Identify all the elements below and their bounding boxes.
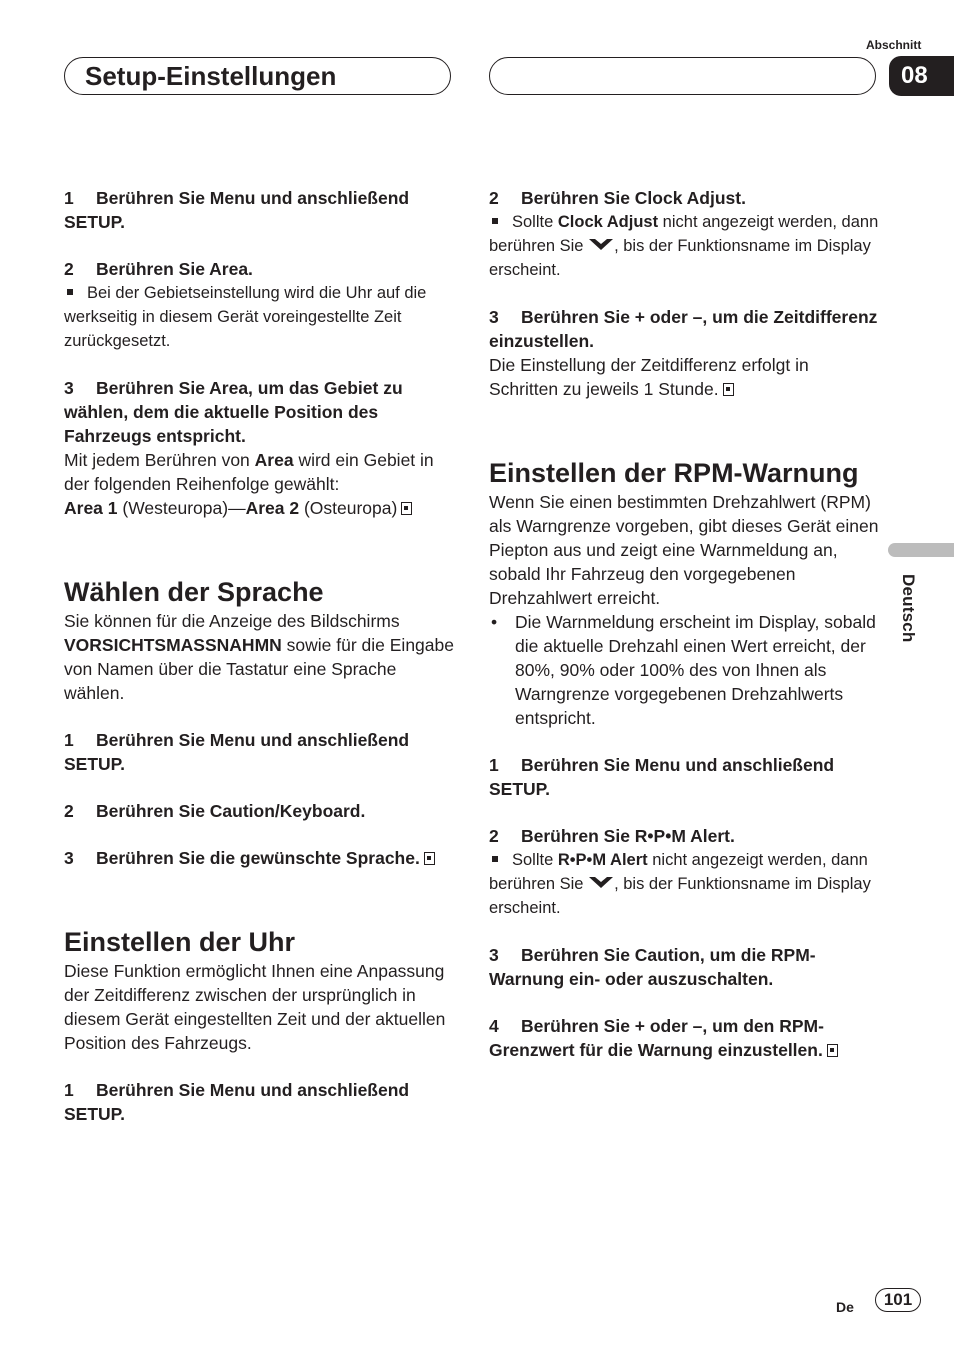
sprache-intro: Sie können für die Anzeige des Bildschirms VORSICHTSMASSNAHMN sowie für die Eingabe von Namen über die Tastatur eine Sprache wählen. bbox=[64, 611, 454, 703]
section-label: Abschnitt bbox=[866, 38, 922, 52]
page-number: 101 bbox=[875, 1288, 921, 1312]
header-title-pill bbox=[64, 57, 451, 95]
step-uhr-1: 1 Berühren Sie Menu und anschließend SETUP. bbox=[64, 1080, 410, 1124]
rpm-intro: Wenn Sie einen bestimmten Drehzahlwert (RPM) als Warngrenze vorgeben, gibt dieses Gerät einen Piepton aus und zeigt eine Warnmeldung an, sobald Ihr Fahrzeug den vorgegebenen Drehzahlwert erreicht. bbox=[489, 492, 879, 608]
square-bullet-icon bbox=[67, 289, 73, 295]
footer-language-code: De bbox=[836, 1299, 854, 1315]
note-area-reset: Bei der Gebietseinstellung wird die Uhr auf die werkseitig in diesem Gerät voreingestellte Zeit zurückgesetzt. bbox=[64, 284, 427, 350]
step-sprache-3: 3 Berühren Sie die gewünschte Sprache. bbox=[64, 846, 454, 870]
end-of-section-icon bbox=[827, 1044, 838, 1057]
step-uhr-3: 3 Berühren Sie + oder –, um die Zeitdifferenz einzustellen. bbox=[489, 307, 878, 351]
step-area-2: 2 Berühren Sie Area. bbox=[64, 259, 253, 279]
step-area-1: 1 Berühren Sie Menu und anschließend SETUP. bbox=[64, 188, 410, 232]
header-right-pill bbox=[489, 57, 876, 95]
step-rpm-3: 3 Berühren Sie Caution, um die RPM-Warnung ein- oder auszuschalten. bbox=[489, 945, 816, 989]
chevron-down-icon bbox=[588, 238, 614, 252]
rpm-bullet: • Die Warnmeldung erscheint im Display, sobald die aktuelle Drehzahl einen Wert erreicht, der 80%, 90% oder 100% des von Ihnen als Warngrenze vorgegebenen Drehzahlwerts entspricht. bbox=[491, 612, 876, 728]
heading-uhr: Einstellen der Uhr bbox=[64, 927, 296, 957]
side-language-tab bbox=[888, 543, 954, 557]
section-number-badge: 08 bbox=[889, 56, 954, 96]
end-of-section-icon bbox=[723, 383, 734, 396]
heading-rpm: Einstellen der RPM-Warnung bbox=[489, 458, 859, 488]
note-rpm-alert: Sollte R•P•M Alert nicht angezeigt werden, dann berühren Sie , bis der Funktionsname im Display erscheint. bbox=[489, 851, 871, 917]
end-of-section-icon bbox=[401, 502, 412, 515]
step-sprache-1: 1 Berühren Sie Menu und anschließend SETUP. bbox=[64, 730, 410, 774]
chevron-down-icon bbox=[588, 876, 614, 890]
side-language-label: Deutsch bbox=[899, 574, 918, 643]
page-section-title: Setup-Einstellungen bbox=[85, 61, 337, 91]
square-bullet-icon bbox=[492, 856, 498, 862]
bullet-dot-icon: • bbox=[491, 612, 498, 632]
step-uhr-2: 2 Berühren Sie Clock Adjust. bbox=[489, 188, 746, 208]
end-of-section-icon bbox=[424, 852, 435, 865]
step-rpm-4: 4 Berühren Sie + oder –, um den RPM-Grenzwert für die Warnung einzustellen. bbox=[489, 1014, 879, 1062]
note-clock-adjust: Sollte Clock Adjust nicht angezeigt werden, dann berühren Sie , bis der Funktionsname im Display erscheint. bbox=[489, 213, 879, 279]
square-bullet-icon bbox=[492, 218, 498, 224]
right-column bbox=[489, 186, 879, 1062]
uhr-intro: Diese Funktion ermöglicht Ihnen eine Anpassung der Zeitdifferenz zwischen der ursprünglich in diesem Gerät eingestellten Zeit und der aktuellen Position des Fahrzeugs. bbox=[64, 961, 446, 1053]
zeitdifferenz-text: Die Einstellung der Zeitdifferenz erfolgt in Schritten zu jeweils 1 Stunde. bbox=[489, 355, 809, 399]
step-sprache-2: 2 Berühren Sie Caution/Keyboard. bbox=[64, 801, 366, 821]
step-rpm-1: 1 Berühren Sie Menu und anschließend SETUP. bbox=[489, 755, 835, 799]
step-rpm-2: 2 Berühren Sie R•P•M Alert. bbox=[489, 826, 735, 846]
left-column bbox=[64, 186, 454, 1126]
step-area-3: 3 Berühren Sie Area, um das Gebiet zu wählen, dem die aktuelle Position des Fahrzeugs entspricht. bbox=[64, 378, 403, 446]
heading-sprache: Wählen der Sprache bbox=[64, 577, 324, 607]
area-sequence-text: Mit jedem Berühren von Area wird ein Gebiet in der folgenden Reihenfolge gewählt: Area 1 (Westeuropa)—Area 2 (Osteuropa) bbox=[64, 450, 434, 518]
